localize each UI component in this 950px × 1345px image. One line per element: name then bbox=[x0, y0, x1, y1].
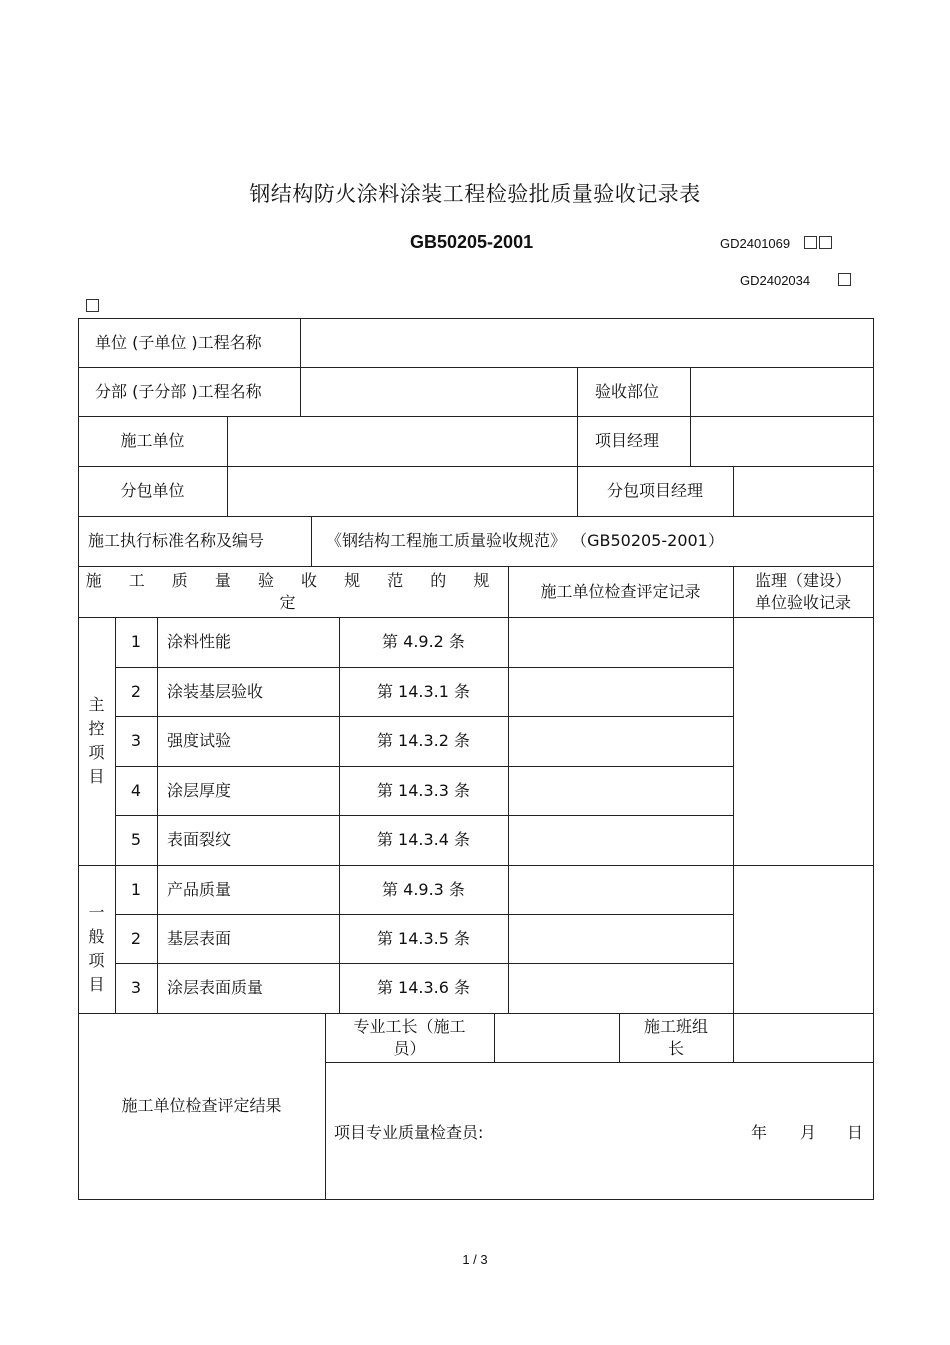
item-name: 强度试验 bbox=[167, 731, 232, 750]
inspector-label: 项目专业质量检查员: bbox=[334, 1123, 484, 1142]
supervision-header-line-2: 单位验收记录 bbox=[754, 592, 851, 612]
form-code-1 bbox=[720, 236, 834, 251]
project-manager-value[interactable] bbox=[691, 417, 873, 466]
item-number: 2 bbox=[130, 928, 142, 948]
standard-code: GB50205-2001 bbox=[410, 232, 534, 252]
sub-project-manager-label: 分包项目经理 bbox=[606, 481, 703, 500]
item-clause: 第 4.9.3 条 bbox=[382, 879, 465, 899]
item-check-record[interactable] bbox=[509, 866, 733, 914]
general-items-supervision-record[interactable] bbox=[734, 866, 873, 1013]
team-leader-label-line-1: 施工班组 bbox=[643, 1016, 708, 1036]
standard-label: 施工执行标准名称及编号 bbox=[88, 531, 265, 550]
standard-value: 《钢结构工程施工质量验收规范》 （GB50205-2001） bbox=[326, 531, 724, 550]
item-check-record[interactable] bbox=[509, 964, 733, 1013]
item-name: 涂层厚度 bbox=[167, 780, 232, 800]
project-manager-label: 项目经理 bbox=[595, 431, 660, 450]
supervision-header-line-1: 监理（建设） bbox=[754, 570, 851, 590]
item-name: 涂装基层验收 bbox=[167, 681, 264, 701]
unit-project-value[interactable] bbox=[301, 319, 873, 367]
main-items-group-label bbox=[78, 617, 115, 865]
item-number: 5 bbox=[130, 830, 142, 849]
team-leader-label-line-2: 长 bbox=[667, 1038, 684, 1058]
sub-project-value[interactable] bbox=[301, 368, 577, 416]
form-code-1-text: GD2401069 bbox=[720, 236, 791, 251]
foreman-label-line-1: 专业工长（施工 bbox=[353, 1016, 466, 1036]
page-title: 钢结构防火涂料涂装工程检验批质量验收记录表 bbox=[249, 182, 701, 206]
item-name: 基层表面 bbox=[167, 928, 232, 948]
form-code-2 bbox=[740, 273, 853, 288]
item-name: 表面裂纹 bbox=[167, 830, 232, 849]
item-check-record[interactable] bbox=[509, 717, 733, 766]
group-label-char: 主 bbox=[88, 695, 105, 714]
item-number: 2 bbox=[130, 681, 142, 701]
page-number: 1 / 3 bbox=[462, 1252, 488, 1267]
item-check-record[interactable] bbox=[509, 915, 733, 963]
group-label-char: 控 bbox=[88, 719, 105, 738]
team-leader-value[interactable] bbox=[734, 1014, 873, 1062]
group-label-char: 般 bbox=[88, 927, 105, 946]
item-clause: 第 4.9.2 条 bbox=[382, 632, 465, 651]
item-clause: 第 14.3.6 条 bbox=[376, 978, 471, 997]
item-clause: 第 14.3.4 条 bbox=[376, 830, 471, 849]
form-code-2-text: GD2402034 bbox=[740, 273, 811, 288]
date-month-label: 月 bbox=[800, 1123, 817, 1142]
foreman-label bbox=[325, 1013, 494, 1062]
subcontractor-value[interactable] bbox=[228, 467, 577, 516]
acceptance-part-value[interactable] bbox=[691, 368, 873, 416]
item-number: 1 bbox=[130, 879, 142, 899]
group-label-char: 一 bbox=[88, 903, 105, 922]
item-number: 3 bbox=[130, 978, 142, 997]
item-name: 产品质量 bbox=[167, 879, 232, 899]
item-clause: 第 14.3.3 条 bbox=[376, 780, 471, 800]
check-record-header: 施工单位检查评定记录 bbox=[540, 581, 701, 601]
item-check-record[interactable] bbox=[509, 767, 733, 815]
team-leader-label bbox=[619, 1013, 733, 1062]
group-label-char: 项 bbox=[88, 743, 105, 762]
item-check-record[interactable] bbox=[509, 668, 733, 716]
unit-project-label: 单位 (子单位 )工程名称 bbox=[95, 332, 262, 352]
item-number: 4 bbox=[130, 780, 142, 800]
item-clause: 第 14.3.2 条 bbox=[376, 731, 471, 750]
sub-project-manager-value[interactable] bbox=[734, 467, 873, 516]
group-label-char: 目 bbox=[88, 975, 105, 994]
construction-unit-value[interactable] bbox=[228, 417, 577, 466]
general-items-group-label bbox=[78, 865, 115, 1013]
sub-project-label: 分部 (子分部 )工程名称 bbox=[95, 381, 262, 401]
item-check-record[interactable] bbox=[509, 816, 733, 865]
item-name: 涂层表面质量 bbox=[167, 978, 264, 997]
spec-header: 施 工 质 量 验 收 规 范 的 规 定 bbox=[85, 570, 501, 612]
item-number: 1 bbox=[130, 632, 142, 651]
item-number: 3 bbox=[130, 731, 142, 750]
construction-unit-label: 施工单位 bbox=[120, 431, 185, 450]
item-check-record[interactable] bbox=[509, 618, 733, 667]
item-clause: 第 14.3.1 条 bbox=[376, 681, 471, 701]
acceptance-part-label: 验收部位 bbox=[595, 381, 660, 401]
checkbox-icon[interactable] bbox=[838, 273, 851, 286]
supervision-header bbox=[733, 566, 873, 617]
date-day-label: 日 bbox=[847, 1123, 864, 1142]
group-label-char: 项 bbox=[88, 951, 105, 970]
item-clause: 第 14.3.5 条 bbox=[376, 928, 471, 948]
foreman-label-line-2: 员） bbox=[393, 1038, 426, 1058]
date-year-label: 年 bbox=[751, 1123, 768, 1142]
result-label: 施工单位检查评定结果 bbox=[121, 1096, 282, 1115]
checkbox-icon[interactable] bbox=[804, 236, 817, 249]
checkbox-icon[interactable] bbox=[819, 236, 832, 249]
item-name: 涂料性能 bbox=[167, 632, 232, 651]
checkbox-icon[interactable] bbox=[86, 296, 101, 315]
main-items-supervision-record[interactable] bbox=[734, 618, 873, 865]
foreman-value[interactable] bbox=[495, 1014, 619, 1062]
subcontractor-label: 分包单位 bbox=[120, 481, 185, 500]
group-label-char: 目 bbox=[88, 767, 105, 786]
